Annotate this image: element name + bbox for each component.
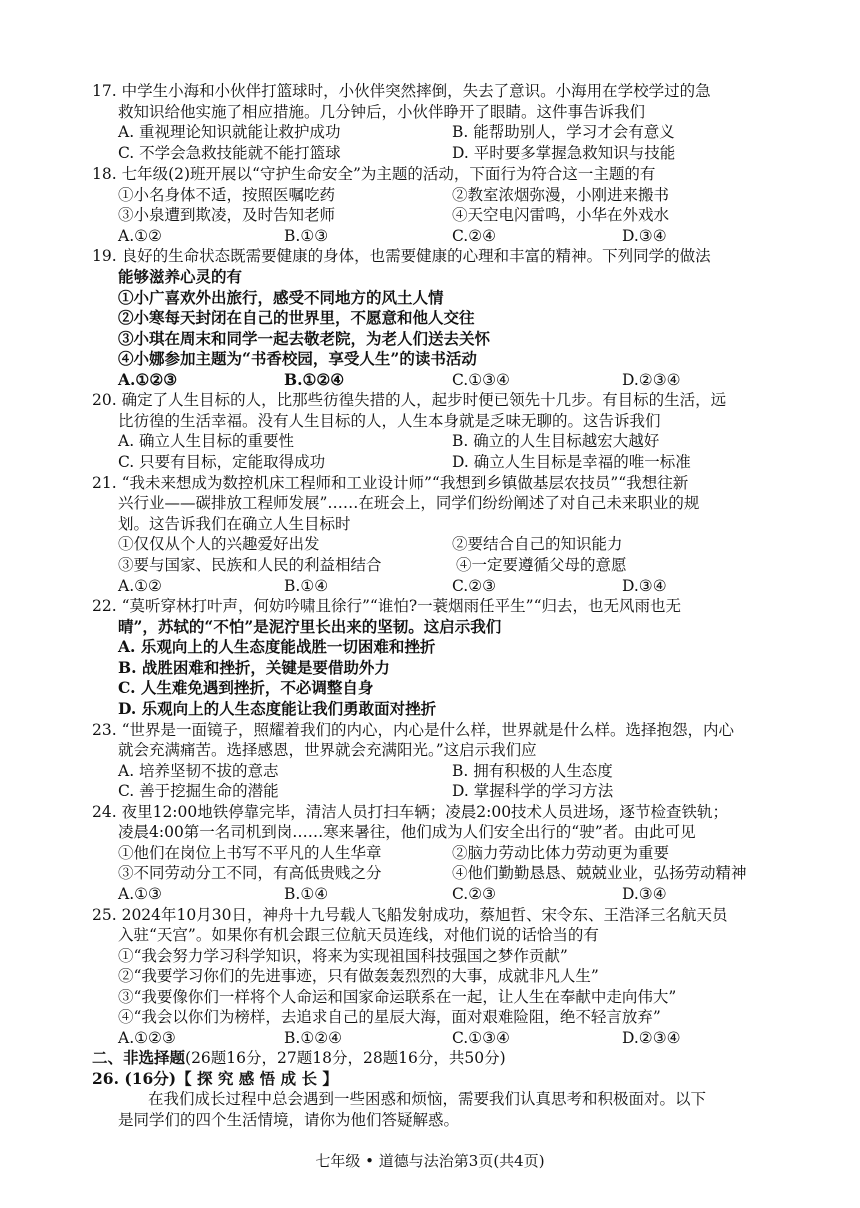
section2-title: 二、非选择题: [92, 1048, 186, 1067]
q18-item-2: ②教室浓烟弥漫，小刚进来搬书: [452, 186, 670, 204]
q19-item-1: ①小广喜欢外出旅行，感受不同地方的风土人情: [118, 288, 444, 307]
q21-option-a: A.①②: [118, 577, 162, 595]
q21-item-1: ①仅仅从个人的兴趣爱好出发: [118, 535, 320, 553]
q19-item-3: ③小琪在周末和同学一起去敬老院，为老人们送去关怀: [118, 329, 491, 348]
q23-stem-line2: 就会充满痛苦。选择感恩，世界就会充满阳光。”这启示我们应: [118, 741, 537, 759]
q17-stem-line1: 17. 中学生小海和小伙伴打篮球时，小伙伴突然摔倒，失去了意识。小海用在学校学过的急: [92, 82, 711, 100]
q26-intro-line1: 在我们成长过程中总会遇到一些困惑和烦恼，需要我们认真思考和积极面对。以下: [148, 1090, 707, 1108]
q24-stem-line2: 凌晨4:00第一名司机到岗……寒来暑往，他们成为人们安全出行的“驶”者。由此可见: [118, 823, 696, 841]
q20-stem-line1: 20. 确定了人生目标的人，比那些彷徨失措的人，起步时便已领先十几步。有目标的生活，远: [92, 391, 727, 409]
q21-option-c: C.②③: [452, 577, 497, 595]
q20-option-d: D. 确立人生目标是幸福的唯一标准: [452, 453, 691, 471]
q22-option-b: B. 战胜困难和挫折，关键是要借助外力: [118, 658, 390, 677]
q24-item-3: ③不同劳动分工不同，有高低贵贱之分: [118, 864, 382, 882]
q25-option-b: B.①②④: [284, 1029, 343, 1047]
q19-option-b: B.①②④: [284, 370, 345, 389]
q21-option-d: D.③④: [622, 577, 667, 595]
q25-option-c: C.①③④: [452, 1029, 510, 1047]
q22-option-d: D. 乐观向上的人生态度能让我们勇敢面对挫折: [118, 699, 437, 718]
q24-item-1: ①他们在岗位上书写不平凡的人生华章: [118, 844, 382, 862]
q24-option-a: A.①③: [118, 885, 162, 903]
q25-option-d: D.②③④: [622, 1029, 681, 1047]
q24-stem-line1: 24. 夜里12:00地铁停靠完毕，清洁人员打扫车辆；凌晨2:00技术人员进场，逐节检查铁轨；: [92, 803, 729, 821]
q20-option-c: C. 只要有目标，定能取得成功: [118, 453, 326, 471]
q19-option-d: D.②③④: [622, 371, 681, 389]
q24-option-c: C.②③: [452, 885, 497, 903]
q23-stem-line1: 23. “世界是一面镜子，照耀着我们的内心，内心是什么样，世界就是什么样。选择抱怨，内心: [92, 721, 735, 739]
q21-stem-line2: 兴行业——碳排放工程师发展”……在班会上，同学们纷纷阐述了对自己未来职业的规: [118, 494, 700, 512]
q17-stem-line2: 救知识给他实施了相应措施。几分钟后，小伙伴睁开了眼睛。这件事告诉我们: [118, 103, 646, 121]
q25-item-2: ②“我要学习你们的先进事迹，只有做轰轰烈烈的大事，成就非凡人生”: [118, 967, 599, 985]
q23-option-b: B. 拥有积极的人生态度: [452, 762, 613, 780]
q19-item-2: ②小寒每天封闭在自己的世界里，不愿意和他人交往: [118, 308, 475, 327]
q21-item-4: ④一定要遵循父母的意愿: [456, 556, 627, 574]
q24-item-4: ④他们勤勤恳恳、兢兢业业，弘扬劳动精神: [452, 864, 747, 882]
q17-option-b: B. 能帮助别人，学习才会有意义: [452, 123, 675, 141]
q21-stem-line3: 划。这告诉我们在确立人生目标时: [118, 515, 351, 533]
q25-item-1: ①“我会努力学习科学知识，将来为实现祖国科技强国之梦作贡献”: [118, 947, 568, 965]
q19-stem-line1: 19. 良好的生命状态既需要健康的身体，也需要健康的心理和丰富的精神。下列同学的做法: [92, 247, 711, 265]
q18-option-d: D.③④: [622, 227, 667, 245]
q18-item-1: ①小名身体不适，按照医嘱吃药: [118, 186, 336, 204]
q24-option-d: D.③④: [622, 885, 667, 903]
q24-item-2: ②脑力劳动比体力劳动更为重要: [452, 844, 670, 862]
q17-option-a: A. 重视理论知识就能让救护成功: [118, 123, 341, 141]
q26-heading: 26. (16分)【 探 究 感 悟 成 长 】: [92, 1069, 338, 1088]
q23-option-a: A. 培养坚韧不拔的意志: [118, 762, 279, 780]
q24-option-b: B.①④: [284, 885, 329, 903]
q22-option-a: A. 乐观向上的人生态度能战胜一切困难和挫折: [118, 637, 436, 656]
q18-item-4: ④天空电闪雷鸣，小华在外戏水: [452, 206, 670, 224]
q25-option-a: A.①②③: [118, 1029, 176, 1047]
q25-item-3: ③“我要像你们一样将个人命运和国家命运联系在一起，让人生在奉献中走向伟大”: [118, 988, 677, 1006]
q21-option-b: B.①④: [284, 577, 329, 595]
q25-stem-line1: 25. 2024年10月30日，神舟十九号载人飞船发射成功，蔡旭哲、宋令东、王浩泽三名航天员: [92, 906, 728, 924]
q21-item-2: ②要结合自己的知识能力: [452, 535, 623, 553]
q22-option-c: C. 人生难免遇到挫折，不必调整自身: [118, 678, 374, 697]
q17-option-c: C. 不学会急救技能就不能打篮球: [118, 144, 341, 162]
q18-option-c: C.②④: [452, 227, 497, 245]
q19-option-a: A.①②③: [118, 370, 178, 389]
section2-heading: [92, 1048, 506, 1068]
q18-item-3: ③小泉遭到欺凌，及时告知老师: [118, 206, 336, 224]
q21-item-3: ③要与国家、民族和人民的利益相结合: [118, 556, 382, 574]
q25-item-4: ④“我会以你们为榜样，去追求自己的星辰大海，面对艰难险阻，绝不轻言放弃”: [118, 1008, 661, 1026]
q18-option-b: B.①③: [284, 227, 329, 245]
q18-stem-line1: 18. 七年级(2)班开展以“守护生命安全”为主题的活动，下面行为符合这一主题的有: [92, 165, 656, 183]
q22-stem-line2: 晴”，苏轼的“不怕”是泥泞里长出来的坚韧。这启示我们: [118, 617, 502, 636]
q26-intro-line2: 是同学们的四个生活情境，请你为他们答疑解惑。: [118, 1111, 460, 1129]
q22-stem-line1: 22. “莫听穿林打叶声，何妨吟啸且徐行”“谁怕?一蓑烟雨任平生”“归去，也无风雨也无: [92, 597, 682, 615]
q23-option-d: D. 掌握科学的学习方法: [452, 782, 614, 800]
section2-note: (26题16分，27题18分，28题16分，共50分): [185, 1049, 506, 1067]
q23-option-c: C. 善于挖掘生命的潜能: [118, 782, 279, 800]
q25-stem-line2: 入驻“天宫”。如果你有机会跟三位航天员连线，对他们说的话恰当的有: [118, 926, 599, 944]
q19-option-c: C.①③④: [452, 371, 510, 389]
page-footer: 七年级 • 道德与法治第3页(共4页): [315, 1152, 545, 1170]
q19-stem-line2: 能够滋养心灵的有: [118, 267, 243, 286]
q19-item-4: ④小娜参加主题为“书香校园，享受人生”的读书活动: [118, 349, 477, 368]
q20-stem-line2: 比彷徨的生活幸福。没有人生目标的人，人生本身就是乏味无聊的。这告诉我们: [118, 412, 661, 430]
q21-stem-line1: 21. “我未来想成为数控机床工程师和工业设计师”“我想到乡镇做基层农技员”“我想往新: [92, 474, 689, 492]
q20-option-a: A. 确立人生目标的重要性: [118, 432, 295, 450]
q17-option-d: D. 平时要多掌握急救知识与技能: [452, 144, 676, 162]
q18-option-a: A.①②: [118, 227, 162, 245]
q20-option-b: B. 确立的人生目标越宏大越好: [452, 432, 660, 450]
